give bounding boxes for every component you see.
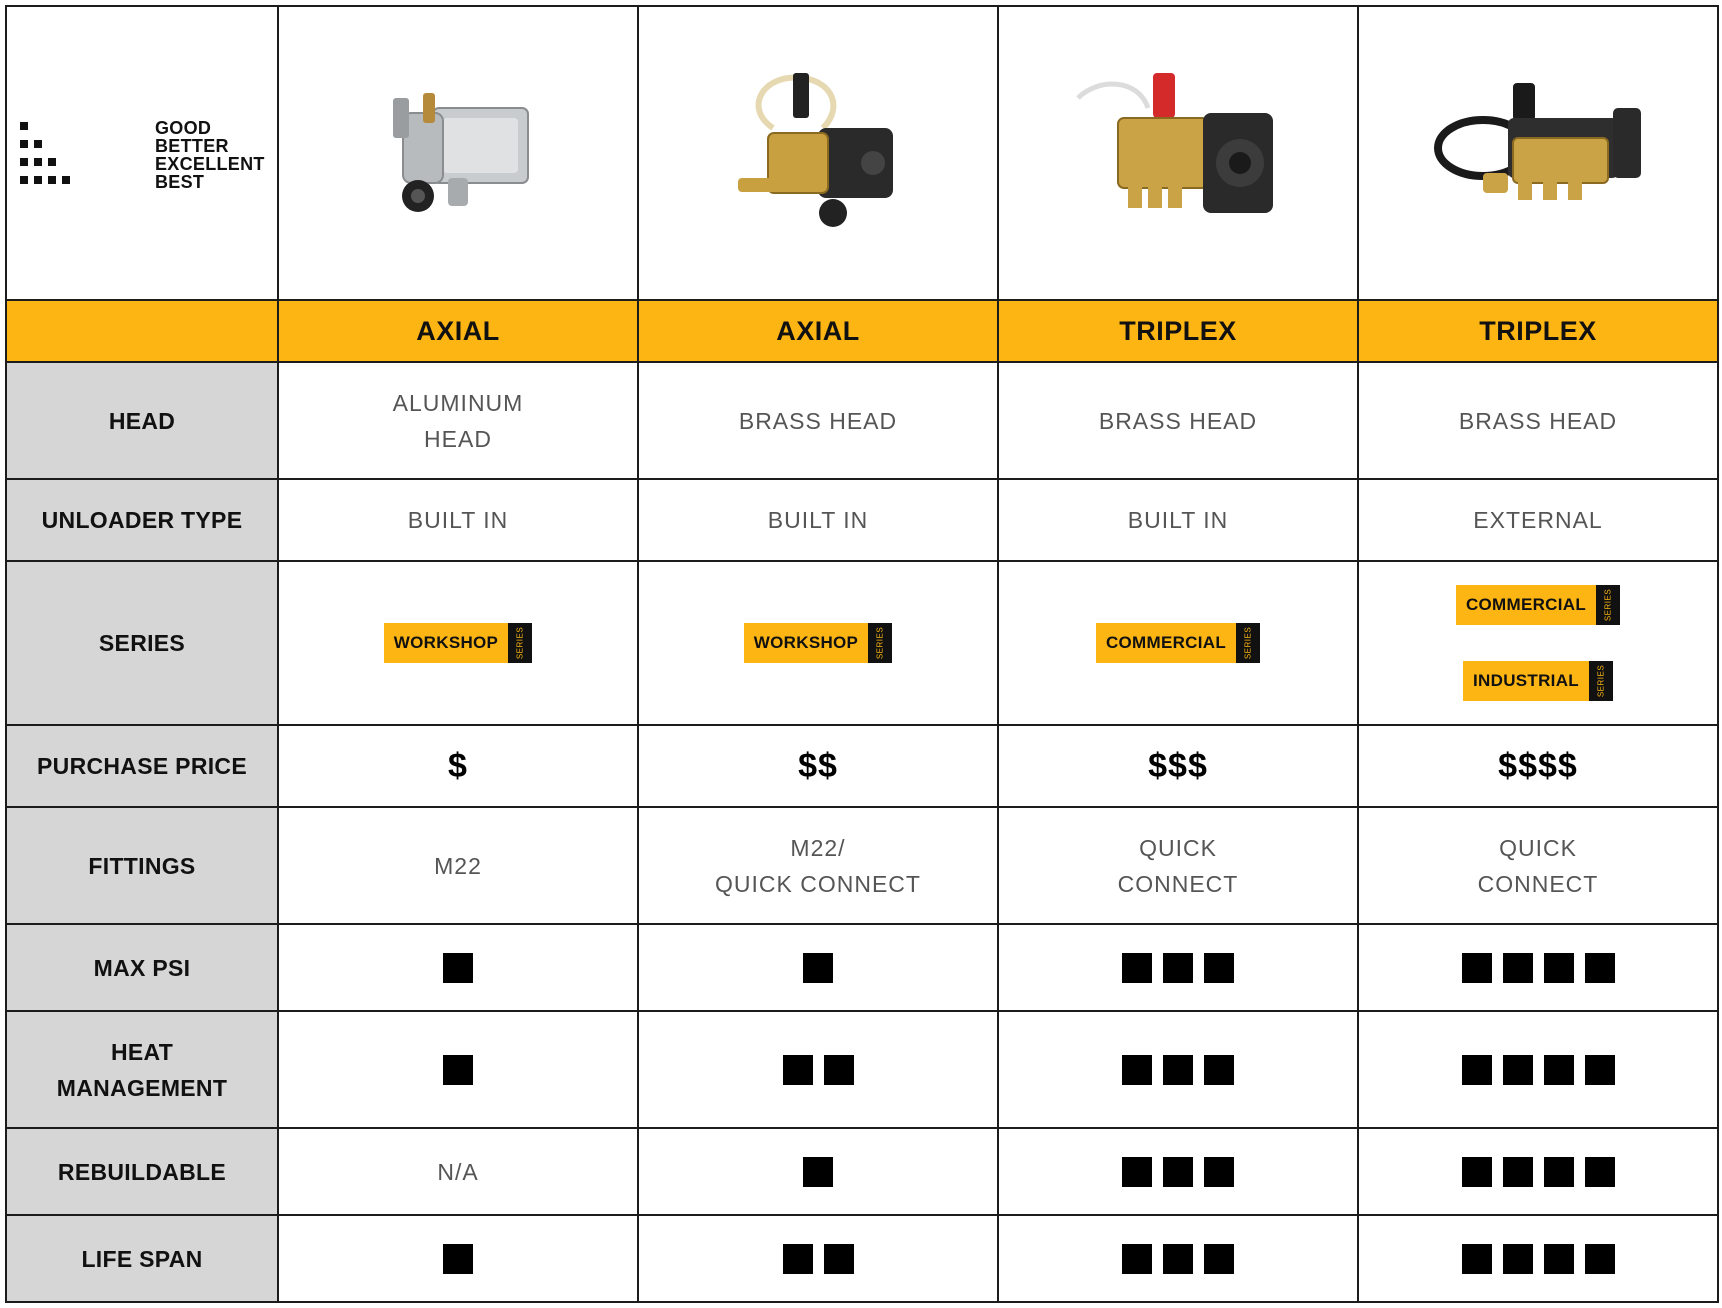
rating-block	[1503, 1244, 1533, 1274]
series-badge-suffix: SERIES	[1603, 588, 1613, 622]
rating-cell	[998, 1011, 1358, 1128]
series-badge-label: INDUSTRIAL	[1463, 661, 1589, 701]
pump-type-label: AXIAL	[776, 315, 860, 346]
series-badge-tab	[868, 623, 892, 663]
value-line: M22	[434, 852, 482, 879]
row-label: PURCHASE PRICE	[37, 753, 247, 779]
price-cell: $	[278, 725, 638, 807]
rating-block	[1204, 1055, 1234, 1085]
series-badge-commercial	[1096, 623, 1260, 663]
rating-block	[1503, 953, 1533, 983]
rating-block	[1503, 1055, 1533, 1085]
heat-management-rating	[1462, 1055, 1615, 1085]
rating-cell	[998, 1215, 1358, 1302]
rating-block	[824, 1244, 854, 1274]
series-badge-label: COMMERCIAL	[1096, 623, 1236, 663]
row-header-purchase-price	[6, 725, 278, 807]
row-header-max-psi	[6, 924, 278, 1011]
series-badge-tab	[508, 623, 532, 663]
rating-cell	[278, 924, 638, 1011]
value-line: QUICK CONNECT	[715, 870, 921, 897]
series-badge-tab	[1236, 623, 1260, 663]
row-header-unloader-type	[6, 479, 278, 561]
rating-block	[1544, 1157, 1574, 1187]
rating-block	[1163, 1055, 1193, 1085]
product-image-cell-2	[638, 6, 998, 300]
row-label: UNLOADER TYPE	[41, 507, 243, 533]
value-line: BRASS HEAD	[1098, 407, 1258, 434]
value-line: M22/	[790, 834, 846, 861]
rating-cell	[1358, 924, 1718, 1011]
series-badge-workshop	[744, 623, 892, 663]
axial-aluminum-pump-image	[363, 78, 553, 228]
rating-block	[1122, 1244, 1152, 1274]
value-line: HEAD	[424, 425, 492, 452]
rating-block	[1544, 953, 1574, 983]
series-badge-label: WORKSHOP	[384, 623, 508, 663]
rating-block	[1585, 1055, 1615, 1085]
value-cell	[638, 362, 998, 479]
rating-block	[1163, 1244, 1193, 1274]
row-header-fittings	[6, 807, 278, 924]
pump-type-cell	[1358, 300, 1718, 362]
row-header-head	[6, 362, 278, 479]
row-label: FITTINGS	[88, 852, 196, 879]
pump-type-blank	[6, 300, 278, 362]
image-row	[6, 6, 1718, 300]
rating-block	[783, 1244, 813, 1274]
series-badge-industrial	[1463, 661, 1613, 701]
row-header-rebuildable	[6, 1128, 278, 1215]
rebuildable-rating	[803, 1157, 833, 1187]
rating-cell	[1358, 1011, 1718, 1128]
rating-block	[1585, 1157, 1615, 1187]
series-badge-commercial	[1456, 585, 1620, 625]
rebuildable-rating	[1122, 1157, 1234, 1187]
value-line: QUICK	[1499, 834, 1577, 861]
tier-legend	[7, 7, 277, 299]
series-badge-suffix: SERIES	[1596, 664, 1606, 698]
tier-better: BETTER	[155, 136, 229, 156]
legend-cell	[6, 6, 278, 300]
rating-cell	[638, 1128, 998, 1215]
rating-block	[1163, 953, 1193, 983]
value-cell	[1358, 807, 1718, 924]
rating-block	[803, 1157, 833, 1187]
value-line: QUICK	[1139, 834, 1217, 861]
rating-cell	[1358, 1128, 1718, 1215]
rating-block	[1544, 1055, 1574, 1085]
life-span-rating	[443, 1244, 473, 1274]
rating-block	[783, 1055, 813, 1085]
value-line: CONNECT	[1477, 870, 1599, 897]
series-badge-suffix: SERIES	[515, 626, 525, 660]
rebuildable-row	[6, 1128, 1718, 1215]
rating-block	[1462, 953, 1492, 983]
heat-management-row	[6, 1011, 1718, 1128]
row-label: MAX PSI	[93, 954, 191, 981]
rating-block	[1204, 1157, 1234, 1187]
rating-cell	[278, 1011, 638, 1128]
axial-brass-pump-image	[723, 68, 913, 238]
value-line: CONNECT	[1117, 870, 1239, 897]
tier-best: BEST	[155, 172, 205, 192]
series-badge-tab	[1596, 585, 1620, 625]
unloader-type-row	[6, 479, 1718, 561]
row-header-heat-management	[6, 1011, 278, 1128]
row-label: HEAD	[108, 407, 176, 434]
rating-block	[443, 1244, 473, 1274]
series-badge-workshop	[384, 623, 532, 663]
value-cell: BUILT IN	[278, 479, 638, 561]
triplex-industrial-pump-image	[1428, 78, 1648, 228]
heat-management-rating	[1122, 1055, 1234, 1085]
series-badge-label: WORKSHOP	[744, 623, 868, 663]
life-span-rating	[1122, 1244, 1234, 1274]
series-badge-suffix: SERIES	[1243, 626, 1253, 660]
series-cell	[278, 561, 638, 725]
max-psi-rating	[1462, 953, 1615, 983]
product-image-cell-3	[998, 6, 1358, 300]
rating-block	[1122, 1157, 1152, 1187]
row-header-life-span	[6, 1215, 278, 1302]
life-span-row	[6, 1215, 1718, 1302]
rating-cell	[638, 1011, 998, 1128]
max-psi-rating	[803, 953, 833, 983]
rating-block	[1122, 1055, 1152, 1085]
fittings-row	[6, 807, 1718, 924]
rating-block	[1204, 1244, 1234, 1274]
price-cell: $$	[638, 725, 998, 807]
value-cell	[278, 362, 638, 479]
series-cell	[1358, 561, 1718, 725]
rating-block	[1503, 1157, 1533, 1187]
value-line: BRASS HEAD	[738, 407, 898, 434]
product-image-cell-4	[1358, 6, 1718, 300]
product-image-cell-1	[278, 6, 638, 300]
value-cell: EXTERNAL	[1358, 479, 1718, 561]
rating-block	[1204, 953, 1234, 983]
rating-block	[1462, 1055, 1492, 1085]
max-psi-rating	[443, 953, 473, 983]
rating-cell	[278, 1215, 638, 1302]
price-cell: $$$$	[1358, 725, 1718, 807]
rating-block	[1544, 1244, 1574, 1274]
heat-management-rating	[783, 1055, 854, 1085]
series-badge-suffix: SERIES	[875, 626, 885, 660]
series-row	[6, 561, 1718, 725]
value-cell	[1358, 362, 1718, 479]
pump-type-row	[6, 300, 1718, 362]
pump-type-label: TRIPLEX	[1479, 315, 1597, 346]
value-cell	[278, 807, 638, 924]
pump-type-cell	[638, 300, 998, 362]
row-label-line: MANAGEMENT	[56, 1074, 228, 1101]
rating-block	[1462, 1244, 1492, 1274]
pump-type-cell	[278, 300, 638, 362]
pump-type-cell	[998, 300, 1358, 362]
value-cell: BUILT IN	[638, 479, 998, 561]
tier-labels	[155, 119, 265, 191]
value-cell	[638, 807, 998, 924]
life-span-rating	[1462, 1244, 1615, 1274]
heat-management-rating	[443, 1055, 473, 1085]
max-psi-rating	[1122, 953, 1234, 983]
head-row	[6, 362, 1718, 479]
row-label: LIFE SPAN	[81, 1245, 203, 1272]
pump-type-label: TRIPLEX	[1119, 315, 1237, 346]
series-cell	[998, 561, 1358, 725]
rating-cell	[998, 1128, 1358, 1215]
row-header-series	[6, 561, 278, 725]
rating-block	[1163, 1157, 1193, 1187]
row-label: SERIES	[98, 630, 186, 656]
series-badge-stack	[1456, 585, 1620, 701]
series-cell	[638, 561, 998, 725]
rating-cell	[638, 924, 998, 1011]
rating-block	[443, 953, 473, 983]
rating-block	[1585, 1244, 1615, 1274]
value-cell	[998, 362, 1358, 479]
max-psi-row	[6, 924, 1718, 1011]
rating-block	[803, 953, 833, 983]
rating-block	[824, 1055, 854, 1085]
row-label: REBUILDABLE	[57, 1158, 227, 1185]
rating-block	[1585, 953, 1615, 983]
row-label-line: HEAT	[110, 1038, 174, 1065]
price-cell: $$$	[998, 725, 1358, 807]
value-cell	[998, 807, 1358, 924]
tier-good: GOOD	[155, 118, 212, 138]
rating-cell	[638, 1215, 998, 1302]
value-line: ALUMINUM	[392, 389, 524, 416]
rating-cell	[998, 924, 1358, 1011]
triplex-pump-image	[1068, 68, 1288, 238]
series-badge-tab	[1589, 661, 1613, 701]
value-cell: N/A	[278, 1128, 638, 1215]
pump-type-label: AXIAL	[416, 315, 500, 346]
series-badge-label: COMMERCIAL	[1456, 585, 1596, 625]
rating-block	[443, 1055, 473, 1085]
tier-excellent: EXCELLENT	[155, 154, 265, 174]
life-span-rating	[783, 1244, 854, 1274]
rating-block	[1122, 953, 1152, 983]
pump-comparison-table	[5, 5, 1719, 1303]
value-cell: BUILT IN	[998, 479, 1358, 561]
rebuildable-rating	[1462, 1157, 1615, 1187]
value-line: BRASS HEAD	[1458, 407, 1618, 434]
rating-block	[1462, 1157, 1492, 1187]
purchase-price-row	[6, 725, 1718, 807]
rating-cell	[1358, 1215, 1718, 1302]
